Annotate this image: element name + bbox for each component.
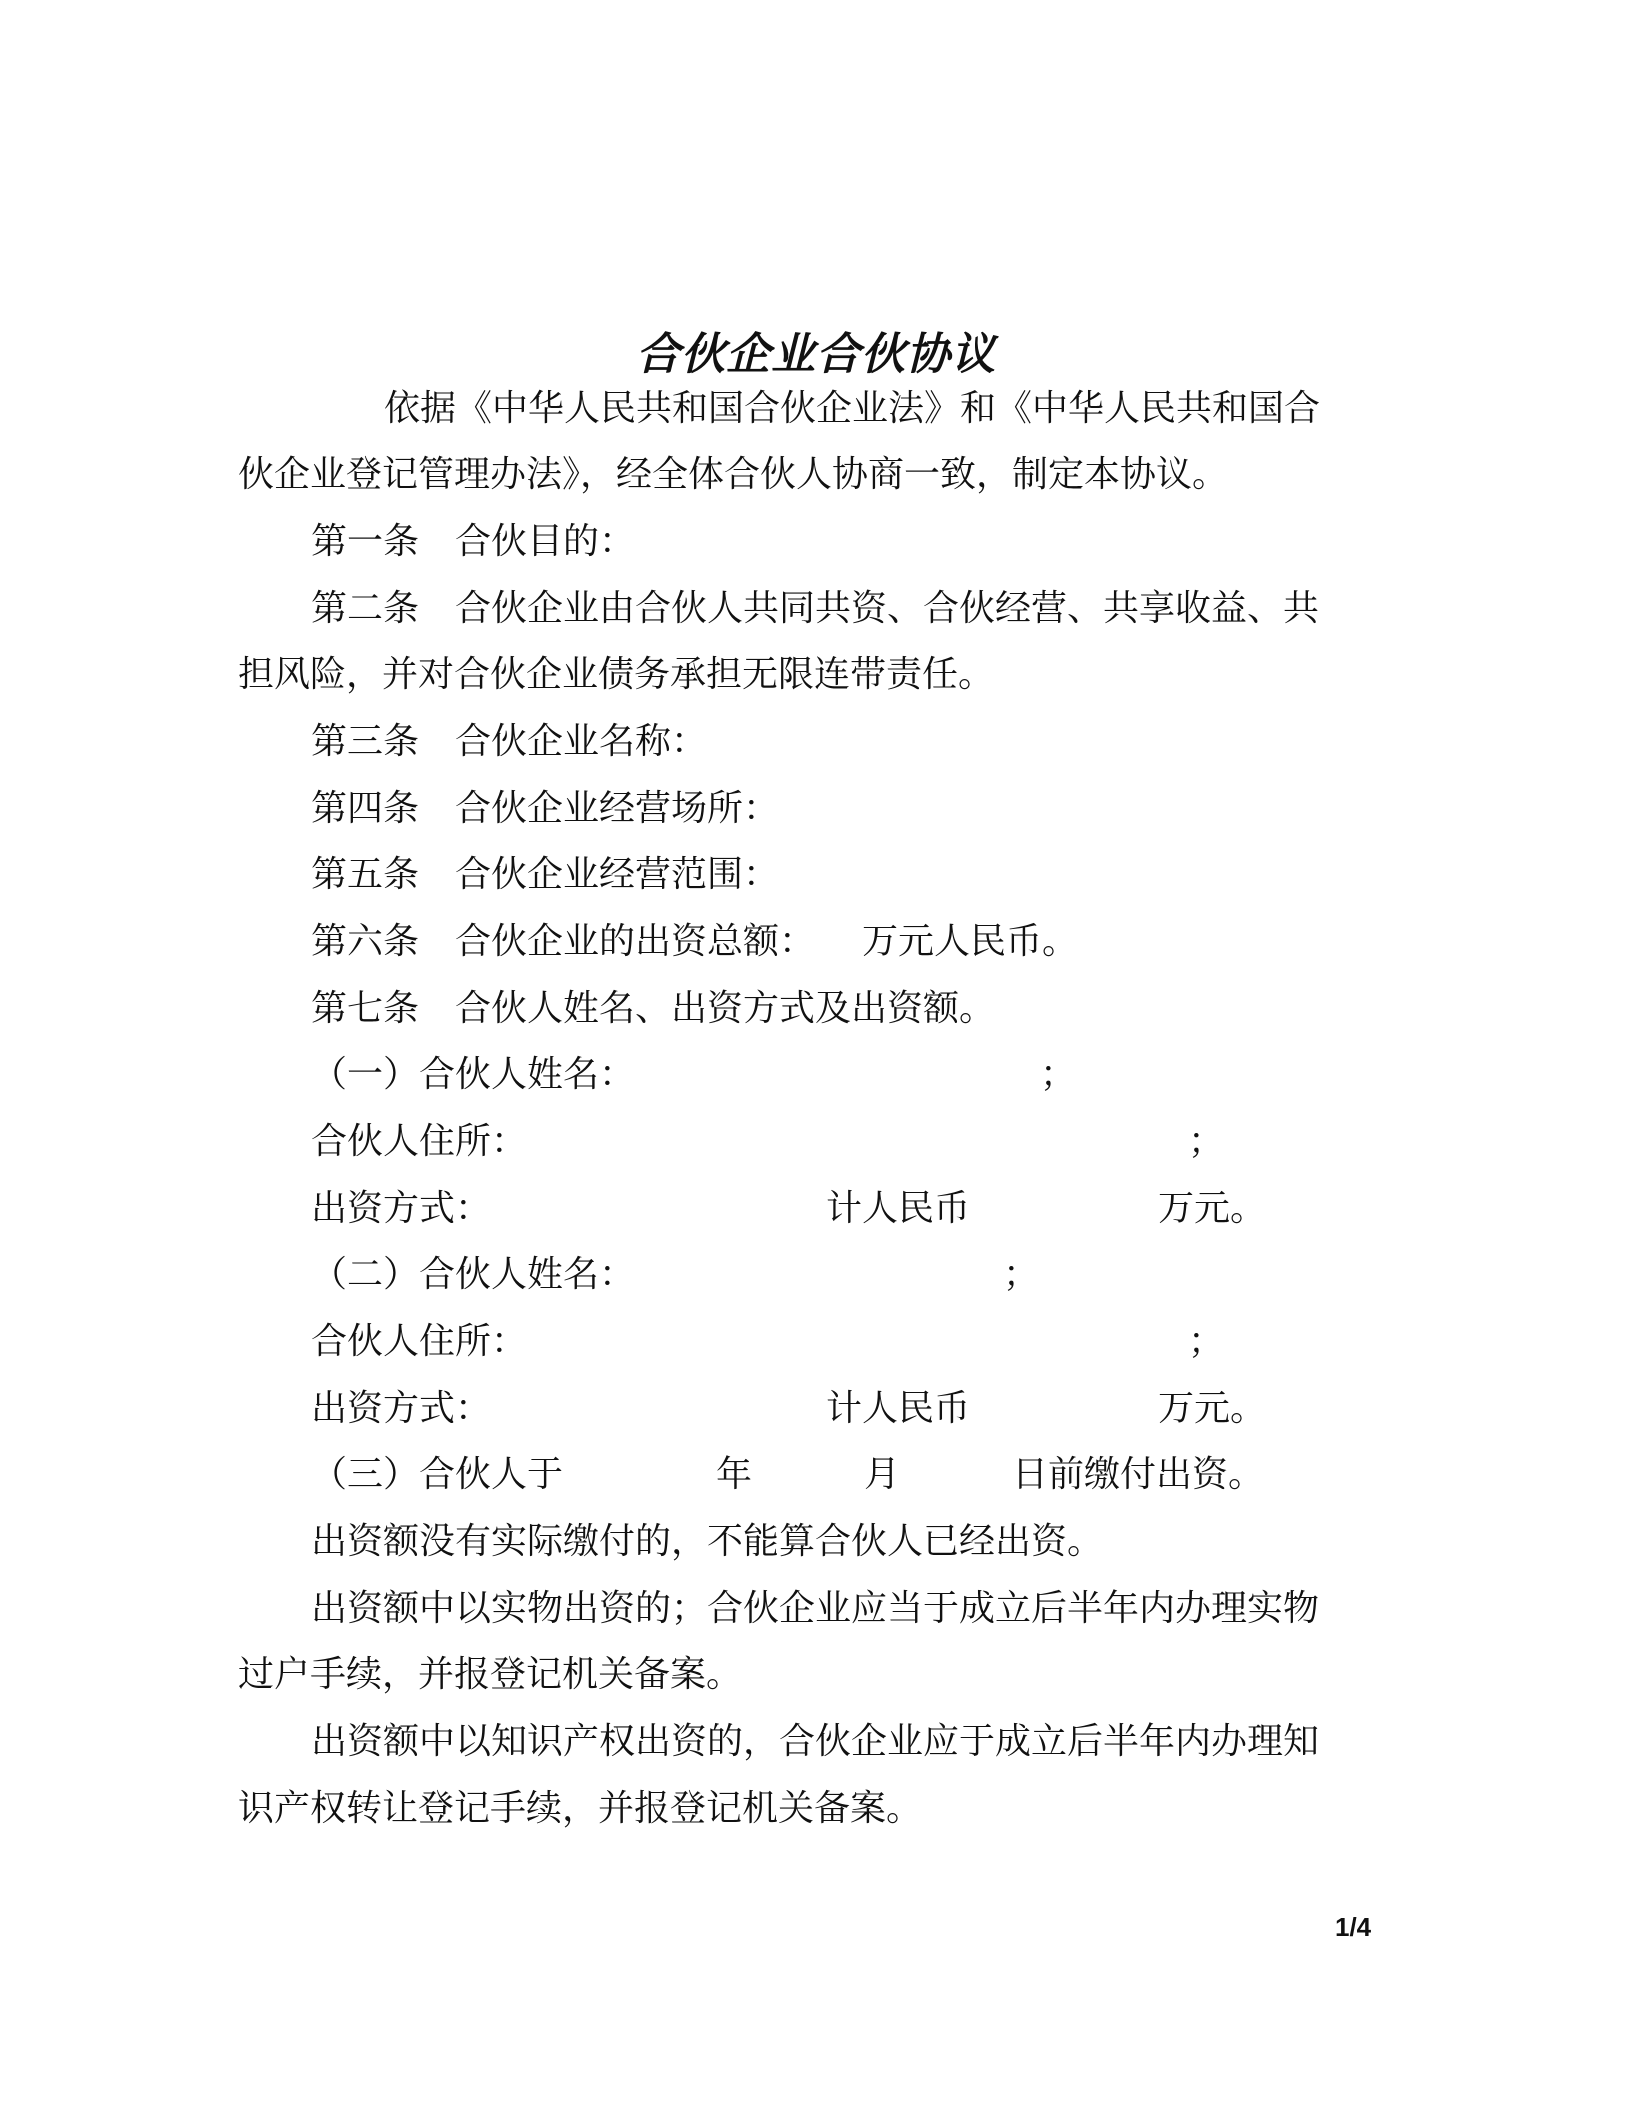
para-goods-line-1: 出资额中以实物出资的；合伙企业应当于成立后半年内办理实物 — [311, 1588, 1320, 1629]
article-5: 第五条 合伙企业经营范围： — [311, 854, 780, 895]
para-ip-line-1: 出资额中以知识产权出资的，合伙企业应于成立后半年内办理知 — [311, 1721, 1320, 1762]
para-goods-line-2: 过户手续，并报登记机关备案。 — [238, 1654, 743, 1695]
partner-1-name-label: （一）合伙人姓名： — [311, 1054, 636, 1095]
partner-2-contribution-unit: 万元。 — [1158, 1388, 1267, 1429]
page-number: 1/4 — [1335, 1912, 1372, 1942]
partner-1-contribution-label: 出资方式： — [311, 1188, 492, 1229]
payment-date-year: 年 — [716, 1454, 753, 1495]
partner-1-contribution-unit: 万元。 — [1158, 1188, 1267, 1229]
para-ip-line-2: 识产权转让登记手续，并报登记机关备案。 — [238, 1788, 923, 1829]
partner-1-address-label: 合伙人住所： — [311, 1121, 528, 1162]
preamble-line-1: 依据《中华人民共和国合伙企业法》和《中华人民共和国合 — [384, 388, 1321, 429]
article-6-label: 第六条 合伙企业的出资总额： — [311, 921, 816, 962]
article-4: 第四条 合伙企业经营场所： — [311, 788, 780, 829]
payment-date-month: 月 — [864, 1454, 901, 1495]
document-title: 合伙企业合伙协议 — [636, 329, 996, 380]
partner-1-address-end: ； — [1188, 1121, 1225, 1162]
article-1: 第一条 合伙目的： — [311, 521, 636, 562]
preamble-line-2: 伙企业登记管理办法》，经全体合伙人协商一致，制定本协议。 — [238, 454, 1229, 495]
para-unpaid: 出资额没有实际缴付的，不能算合伙人已经出资。 — [311, 1521, 1104, 1562]
article-2-line-2: 担风险，并对合伙企业债务承担无限连带责任。 — [238, 654, 995, 695]
payment-date-end: 日前缴付出资。 — [1012, 1454, 1265, 1495]
partner-2-contribution-label: 出资方式： — [311, 1388, 492, 1429]
payment-date-label: （三）合伙人于 — [311, 1454, 564, 1495]
article-6-unit: 万元人民币。 — [862, 921, 1079, 962]
article-7: 第七条 合伙人姓名、出资方式及出资额。 — [311, 988, 996, 1029]
partner-2-name-label: （二）合伙人姓名： — [311, 1254, 636, 1295]
article-3: 第三条 合伙企业名称： — [311, 721, 708, 762]
article-2-line-1: 第二条 合伙企业由合伙人共同共资、合伙经营、共享收益、共 — [311, 588, 1320, 629]
partner-2-contribution-currency: 计人民币 — [826, 1388, 971, 1429]
partner-1-contribution-currency: 计人民币 — [826, 1188, 971, 1229]
partner-2-address-label: 合伙人住所： — [311, 1321, 528, 1362]
partner-1-name-end: ； — [1040, 1054, 1077, 1095]
partner-2-address-end: ； — [1188, 1321, 1225, 1362]
partner-2-name-end: ； — [1003, 1254, 1040, 1295]
